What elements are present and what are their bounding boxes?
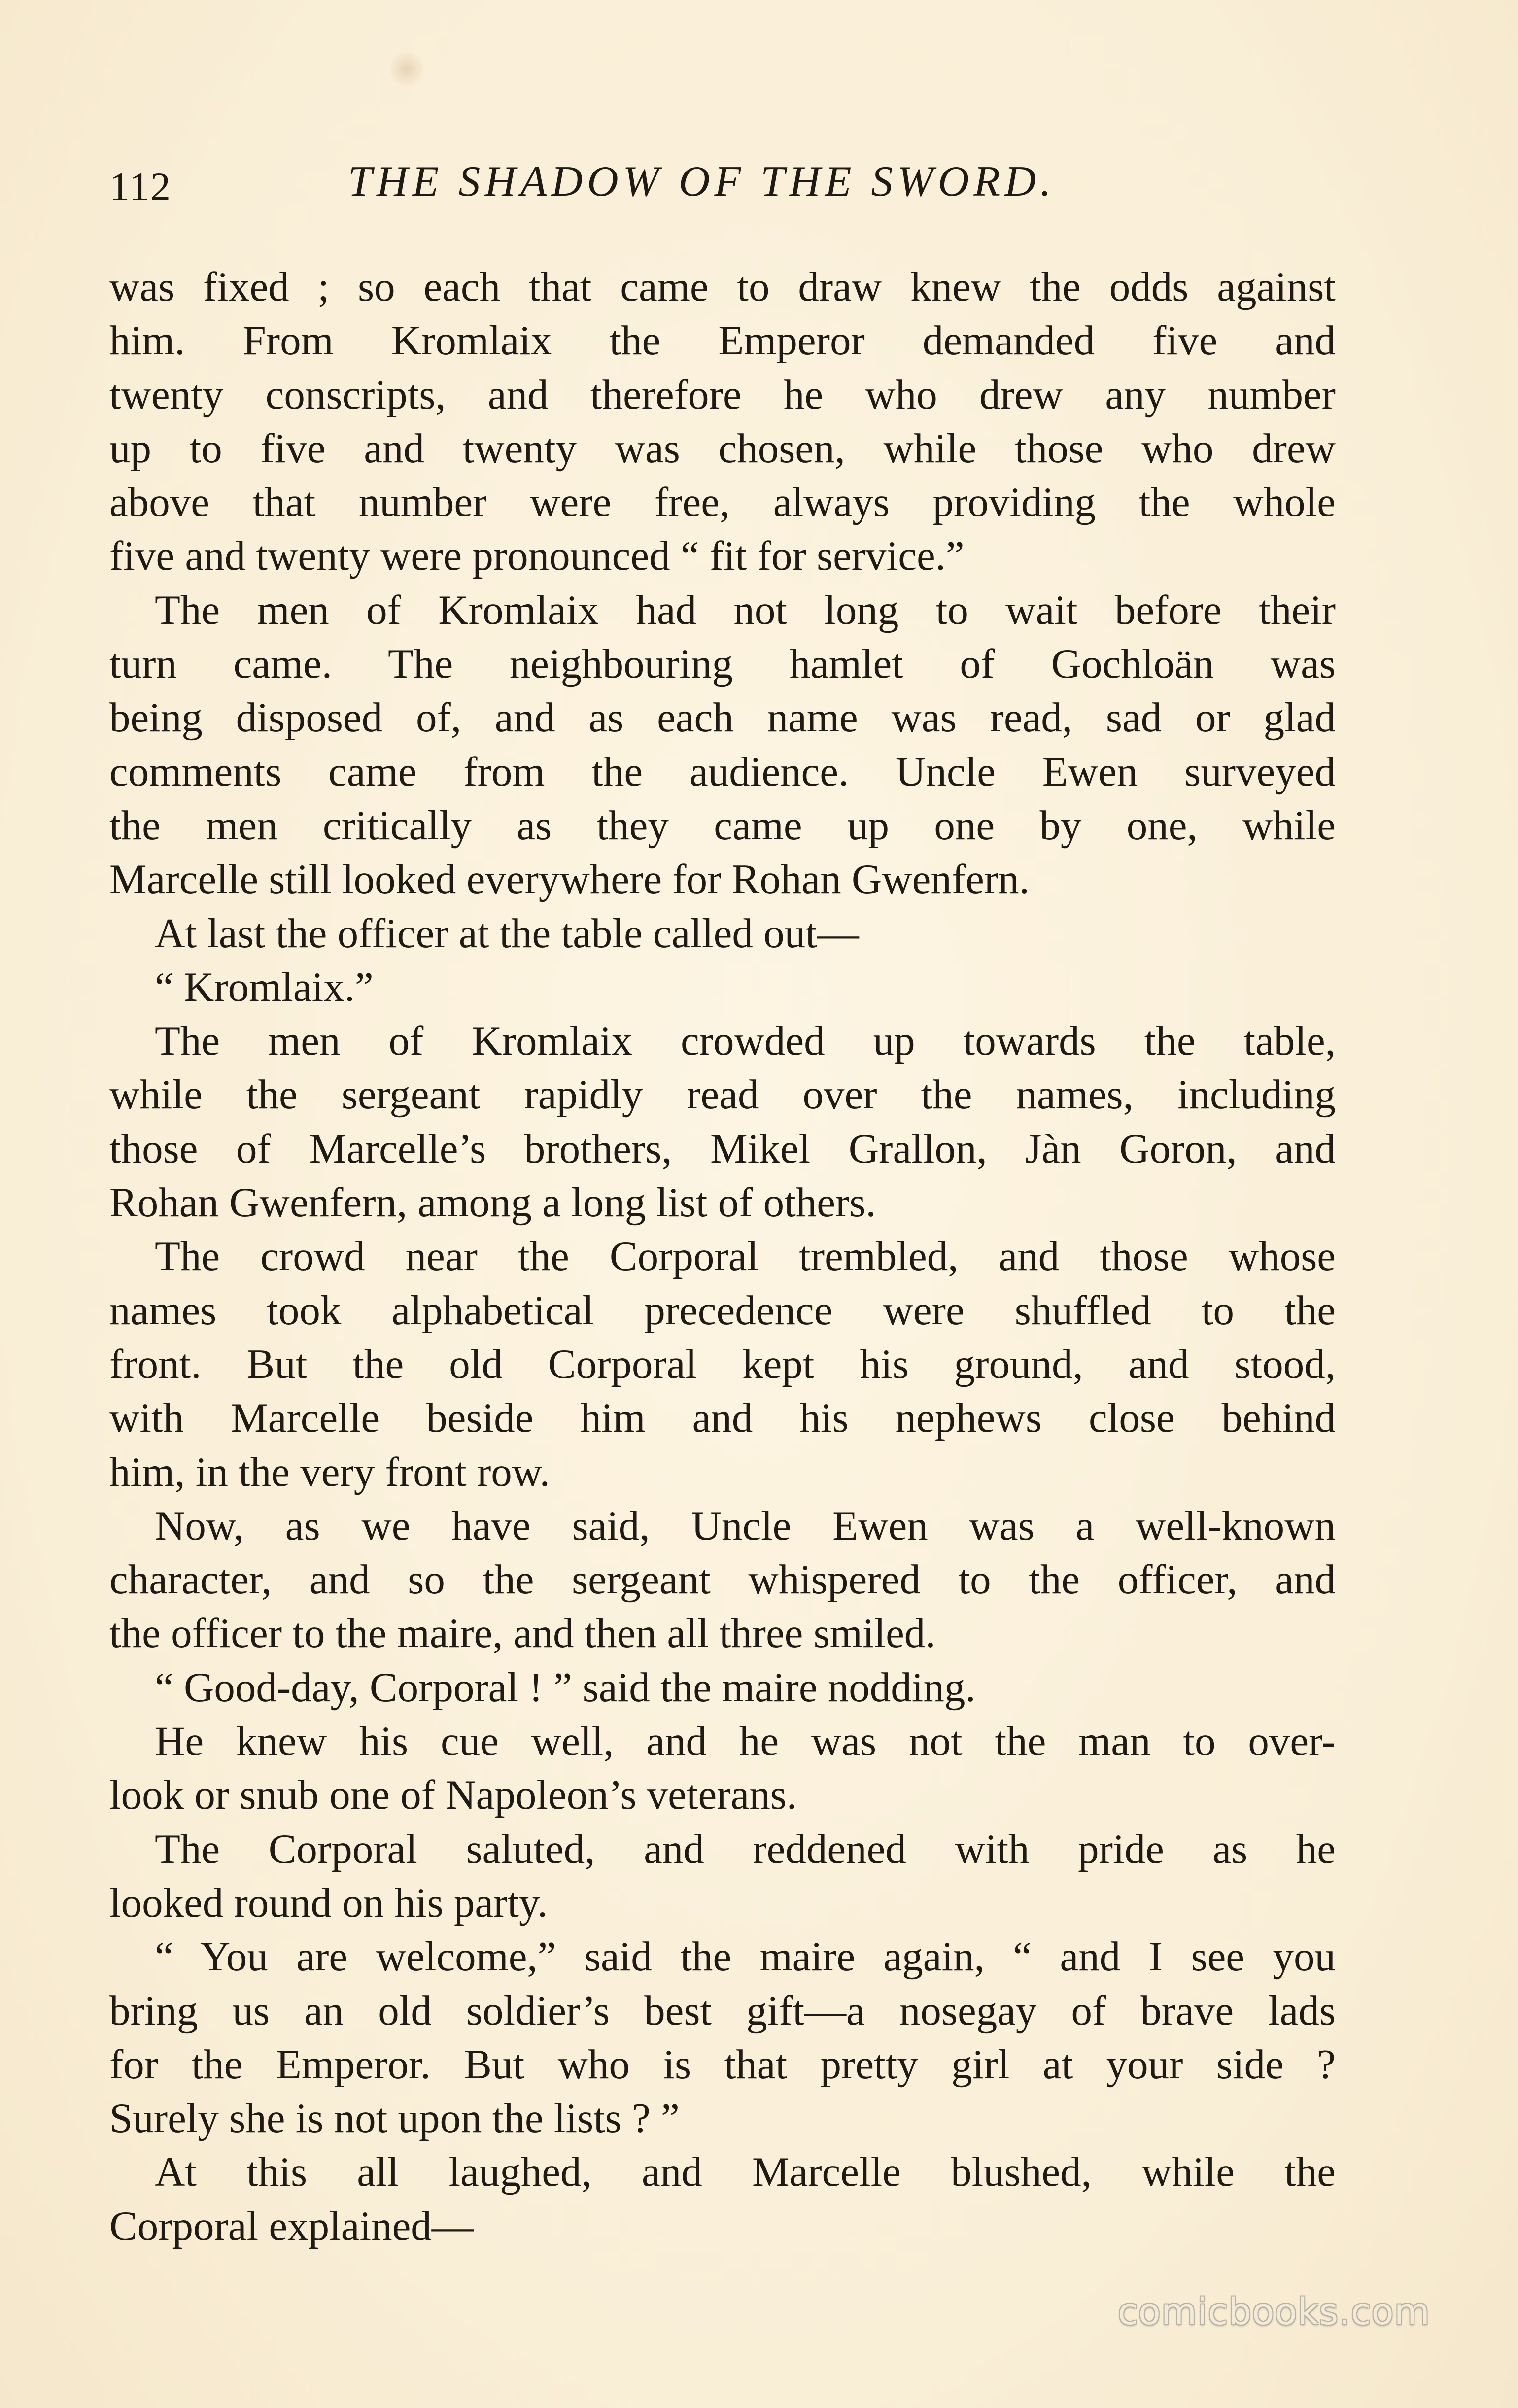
text-line: was fixed ; so each that came to draw knew the odds against <box>109 264 1336 310</box>
page-number: 112 <box>109 164 172 209</box>
text-line: bring us an old soldier’s best gift—a nosegay of brave lads <box>109 1987 1336 2034</box>
text-line: comments came from the audience. Uncle Ewen surveyed <box>109 748 1336 795</box>
text-line: with Marcelle beside him and his nephews close behind <box>109 1395 1336 1442</box>
running-title: THE SHADOW OF THE SWORD. <box>348 158 1056 206</box>
text-line: turn came. The neighbouring hamlet of Gochloän was <box>109 641 1336 688</box>
text-line: At this all laughed, and Marcelle blushed, while the <box>155 2149 1336 2196</box>
text-line: front. But the old Corporal kept his ground, and stood, <box>109 1341 1336 1387</box>
text-line: He knew his cue well, and he was not the man to over- <box>155 1718 1336 1765</box>
text-line: Rohan Gwenfern, among a long list of others. <box>109 1179 876 1226</box>
text-line: for the Emperor. But who is that pretty girl at your side ? <box>109 2041 1336 2088</box>
text-line: The men of Kromlaix had not long to wait before their <box>155 586 1336 633</box>
paper-stain <box>389 49 424 89</box>
text-line: At last the officer at the table called out— <box>155 910 859 957</box>
text-line: The crowd near the Corporal trembled, and those whose <box>155 1233 1336 1280</box>
text-line: Corporal explained— <box>109 2202 474 2249</box>
text-line: “ Good-day, Corporal ! ” said the maire nodding. <box>155 1664 976 1711</box>
text-line: looked round on his party. <box>109 1879 548 1926</box>
text-line: “ Kromlaix.” <box>155 963 374 1010</box>
text-line: look or snub one of Napoleon’s veterans. <box>109 1772 797 1819</box>
text-line: Now, as we have said, Uncle Ewen was a well-known <box>155 1502 1336 1549</box>
text-line: up to five and twenty was chosen, while those who drew <box>109 425 1336 472</box>
text-line: names took alphabetical precedence were shuffled to the <box>109 1287 1336 1334</box>
text-line: while the sergeant rapidly read over the names, including <box>109 1071 1336 1118</box>
text-line: the officer to the maire, and then all three smiled. <box>109 1610 936 1657</box>
text-line: those of Marcelle’s brothers, Mikel Grallon, Jàn Goron, and <box>109 1125 1336 1172</box>
text-line: him, in the very front row. <box>109 1448 550 1495</box>
text-line: five and twenty were pronounced “ fit for service.” <box>109 533 965 580</box>
text-line: Surely she is not upon the lists ? ” <box>109 2095 680 2142</box>
text-line: character, and so the sergeant whispered to the officer, and <box>109 1556 1336 1603</box>
text-line: being disposed of, and as each name was read, sad or glad <box>109 694 1336 741</box>
body-text <box>109 260 1336 2253</box>
text-line: The Corporal saluted, and reddened with pride as he <box>155 1825 1336 1872</box>
text-line: Marcelle still looked everywhere for Rohan Gwenfern. <box>109 856 1030 903</box>
text-line: The men of Kromlaix crowded up towards the table, <box>155 1018 1336 1065</box>
text-line: twenty conscripts, and therefore he who drew any number <box>109 371 1336 418</box>
running-head <box>109 157 1095 216</box>
text-line: “ You are welcome,” said the maire again, “ and I see you <box>155 1933 1336 1980</box>
text-line: above that number were free, always providing the whole <box>109 479 1336 526</box>
watermark: comicbooks.com <box>1118 2291 1430 2333</box>
text-line: the men critically as they came up one by one, while <box>109 802 1336 849</box>
text-line: him. From Kromlaix the Emperor demanded five and <box>109 317 1336 364</box>
